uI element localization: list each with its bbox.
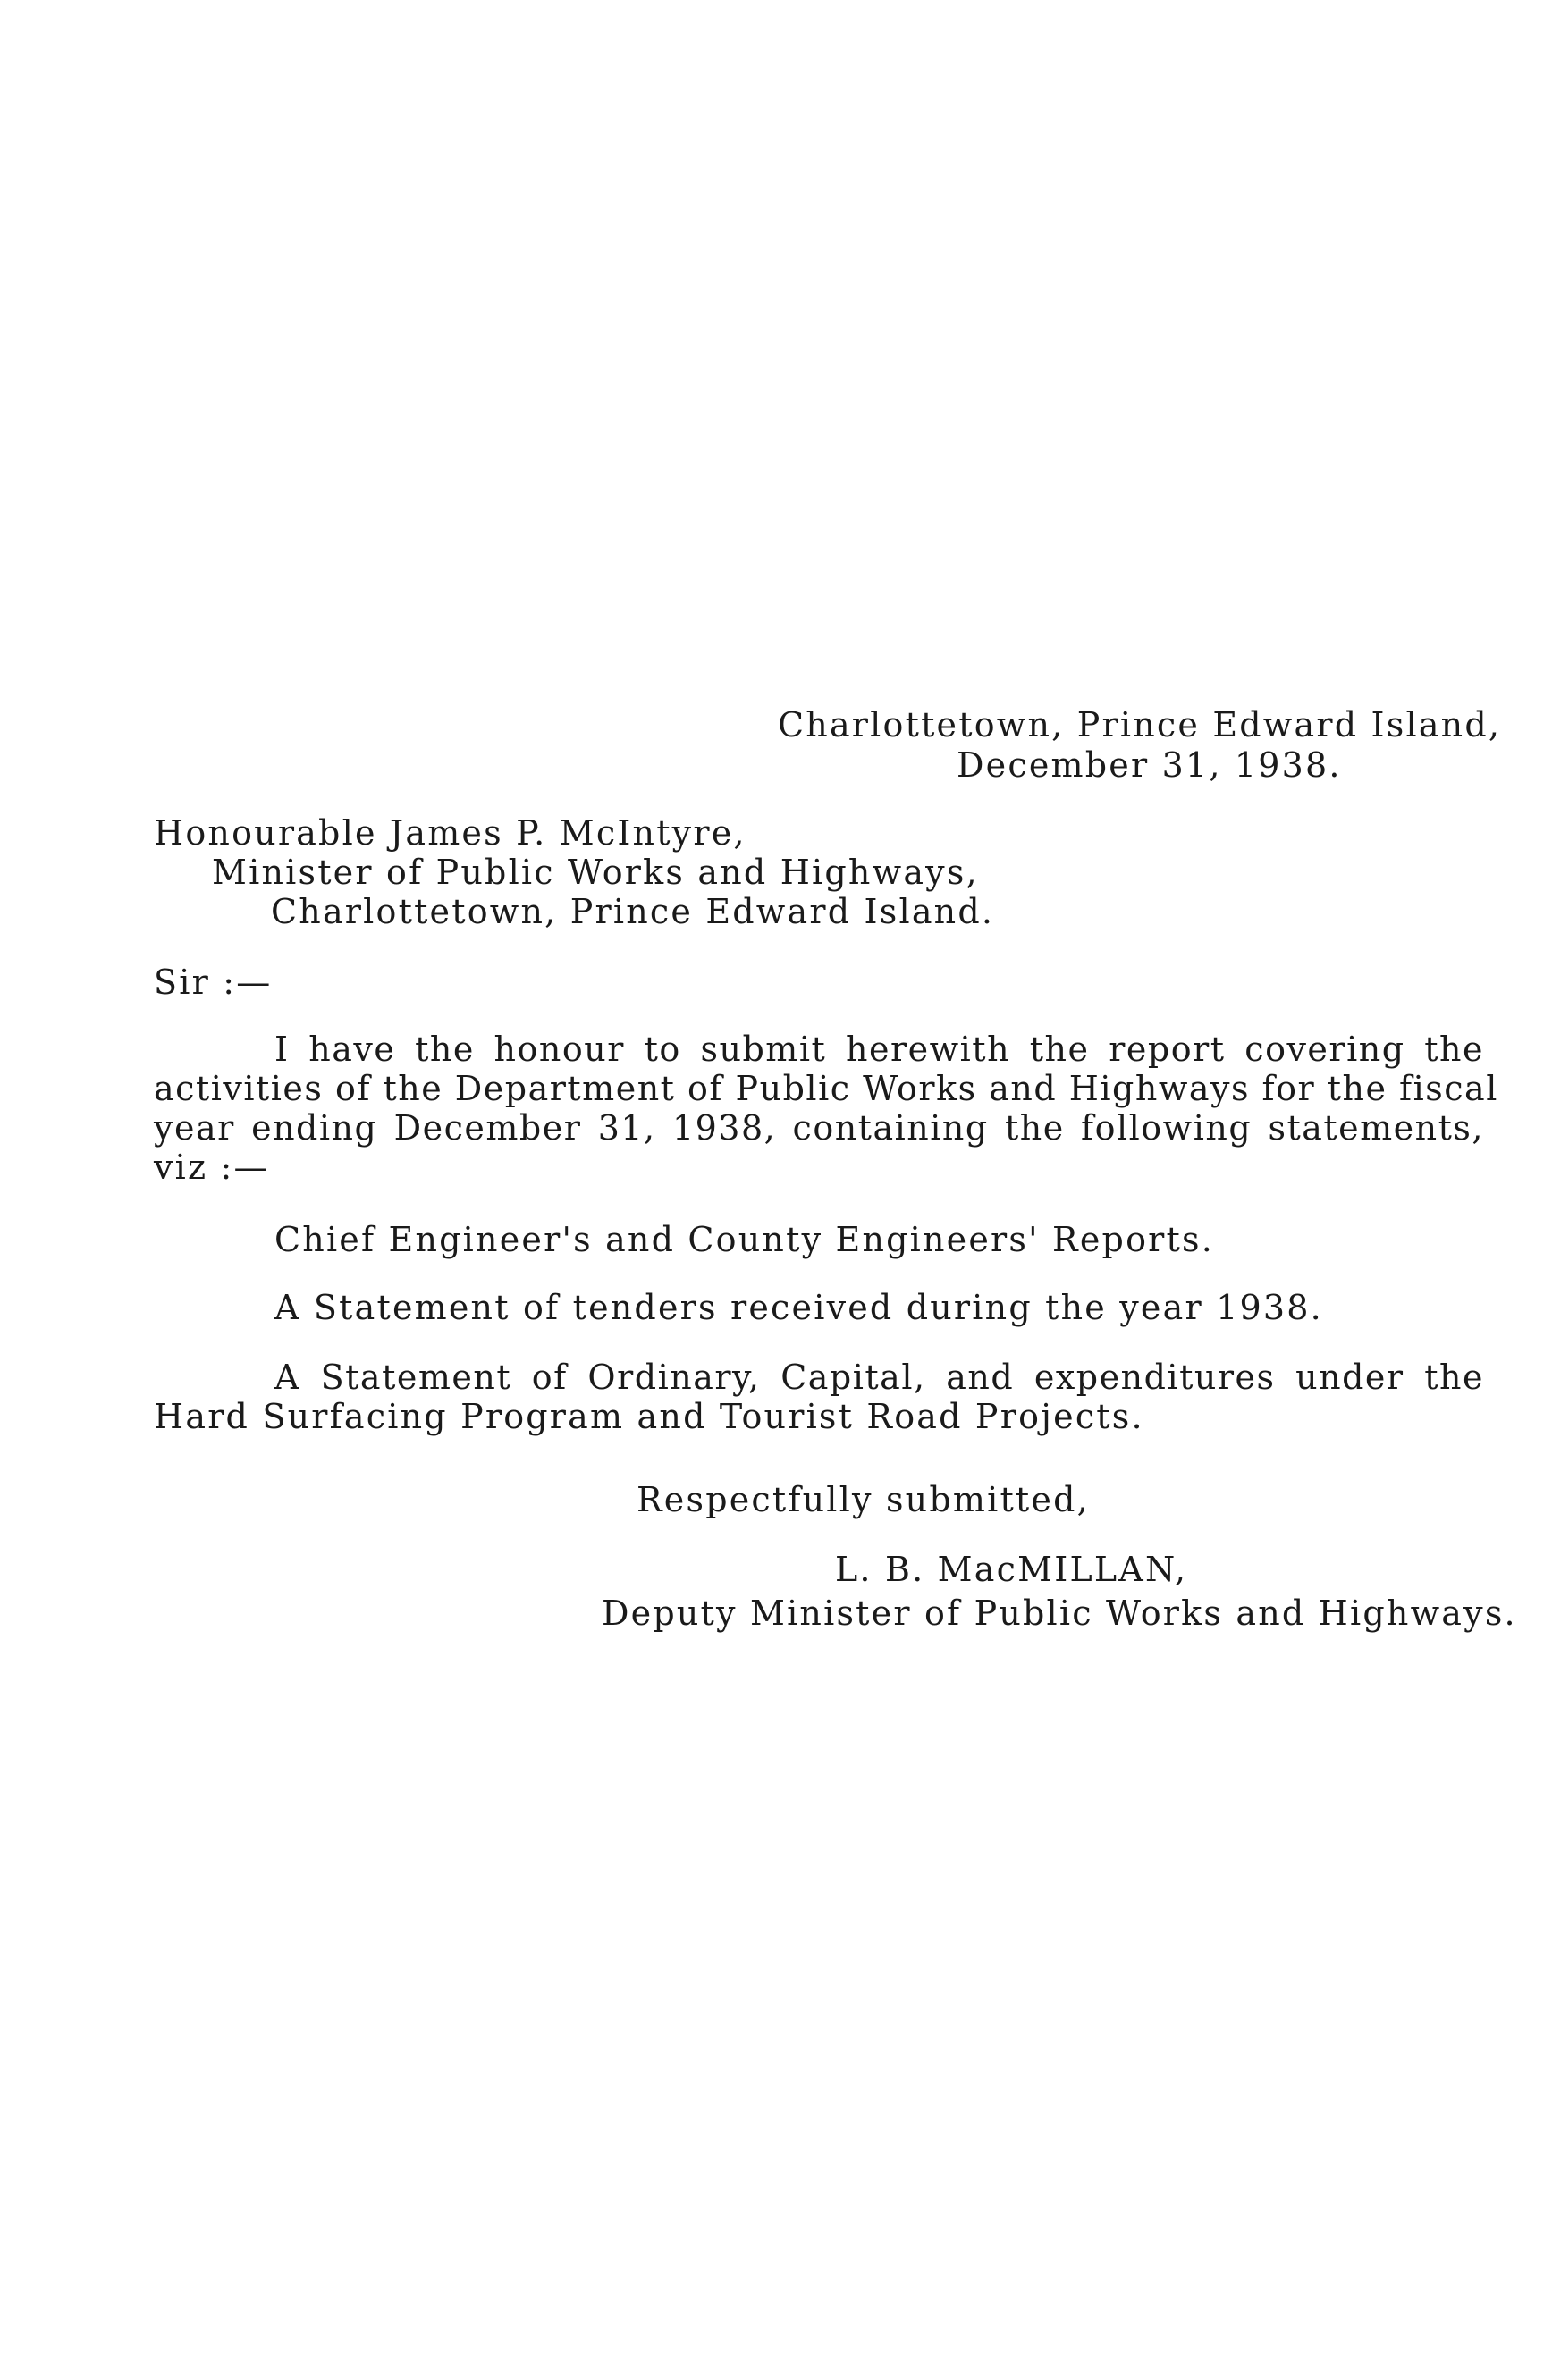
signature-title: Deputy Minister of Public Works and Highways. (602, 1594, 1517, 1633)
body-line-1: I have the honour to submit herewith the report covering the (274, 1030, 1484, 1069)
body-line-2: activities of the Department of Public Works and Highways for the fiscal (154, 1069, 1498, 1108)
statement-item-1: Chief Engineer's and County Engineers' Reports. (274, 1220, 1214, 1259)
place-line: Charlottetown, Prince Edward Island, (778, 705, 1502, 744)
addressee-name: Honourable James P. McIntyre, (154, 813, 746, 853)
closing: Respectfully submitted, (637, 1480, 1090, 1519)
statement-item-2: A Statement of tenders received during the year 1938. (274, 1288, 1323, 1327)
statement-item-3-line-1: A Statement of Ordinary, Capital, and expenditures under the (274, 1358, 1484, 1397)
salutation: Sir :— (154, 963, 273, 1002)
addressee-title: Minister of Public Works and Highways, (212, 853, 979, 892)
addressee-location: Charlottetown, Prince Edward Island. (271, 892, 995, 931)
date-line: December 31, 1938. (957, 745, 1342, 785)
signature-name: L. B. MacMILLAN, (835, 1550, 1188, 1589)
statement-item-3-line-2: Hard Surfacing Program and Tourist Road Projects. (154, 1397, 1144, 1436)
body-line-4: viz :— (154, 1148, 270, 1187)
body-line-3: year ending December 31, 1938, containing the following statements, (154, 1108, 1484, 1148)
